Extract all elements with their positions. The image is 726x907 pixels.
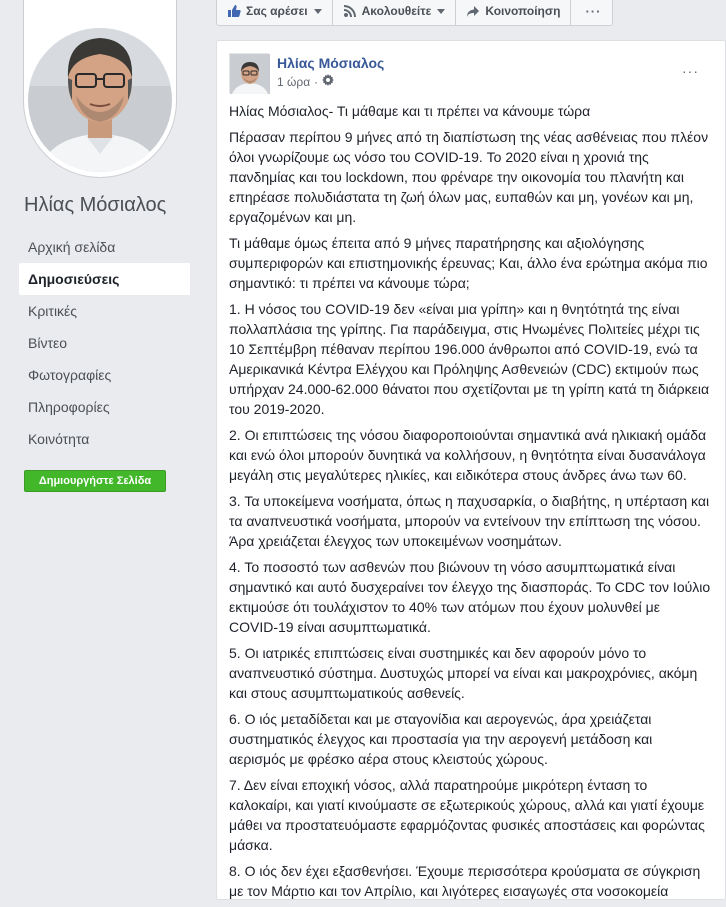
- post-paragraph: 3. Τα υποκείμενα νοσήματα, όπως η παχυσαρκία, ο διαβήτης, η υπέρταση και τα αναπνευστικά νοσήματα, μπορούν να εντείνουν την επίπτωση της νόσου. Άρα χρειάζεται έλεγχος των υποκειμένων νοσημάτων.: [229, 493, 710, 549]
- rss-icon: [343, 4, 357, 18]
- post-meta: [277, 74, 334, 89]
- post-paragraph: 6. Ο ιός μεταδίδεται και με σταγονίδια και αερογενώς, άρα χρειάζεται συστηματικός έλεγχος και προστασία για την αερογενή μετάδοση και αερισμός με φρέσκο αέρα στους κλειστούς χώρους.: [229, 711, 653, 767]
- post-card: [216, 40, 726, 900]
- post-paragraph: 8. Ο ιός δεν έχει εξασθενήσει. Έχουμε περισσότερα κρούσματα σε σύγκριση με τον Μάρτιο και τον Απρίλιο, και λιγότερες εισαγωγές στα νοσοκομεία: [229, 863, 701, 899]
- nav-item-home[interactable]: Αρχική σελίδα: [28, 239, 116, 255]
- share-arrow-icon: [466, 4, 480, 18]
- create-page-button[interactable]: Δημιουργήστε Σελίδα: [24, 470, 166, 492]
- nav-item-about[interactable]: Πληροφορίες: [28, 399, 110, 415]
- nav-item-posts[interactable]: Δημοσιεύσεις: [19, 263, 190, 295]
- post-timestamp[interactable]: 1 ώρα: [277, 74, 311, 89]
- thumbs-up-icon: [227, 4, 241, 18]
- nav-item-photos[interactable]: Φωτογραφίες: [28, 367, 112, 383]
- chevron-down-icon: [437, 9, 445, 14]
- post-paragraph: 1. Η νόσος του COVID-19 δεν «είναι μια γρίπη» και η θνητότητά της είναι πολλαπλάσια της γρίπης. Για παράδειγμα, στις Ηνωμένες Πολιτείες μέχρι τις 10 Σεπτέμβρη πέθαναν περίπου 196.000 άνθρωποι από COVID-19, ενώ τα Αμερικανικά Κέντρα Ελέγχου και Πρόληψης Ασθενειών (CDC) εκτιμούν πως υπήρχαν 24.000-62.000 θάνατοι που σχετίζονται με τη γρίπη κατά τη διάρκεια του 2019-2020.: [229, 301, 710, 417]
- post-paragraph: Πέρασαν περίπου 9 μήνες από τη διαπίστωση της νέας ασθένειας που πλέον όλοι γνωρίζουμε ως νόσο του COVID-19. Το 2020 είναι η χρονιά της πανδημίας και του lockdown, που φρέναρε την οικονομία του πλανήτη και επηρέασε πολυδιάστατα τη ζωή όλων μας, ευπαθών και μη, γονέων και μη, εργαζομένων και μη.: [229, 129, 709, 225]
- share-button[interactable]: [456, 0, 571, 26]
- post-paragraph: 4. Το ποσοστό των ασθενών που βιώνουν τη νόσο ασυμπτωματικά είναι σημαντικό και αυτό δυσχεραίνει τον έλεγχο της διασποράς. Το CDC τον Ιούλιο εκτιμούσε ότι τουλάχιστον το 40% των ατόμων που έχουν μολυνθεί με COVID-19 είναι ασυμπτωματικά.: [229, 559, 711, 635]
- post-paragraph: Τι μάθαμε όμως έπειτα από 9 μήνες παρατήρησης και αξιολόγησης συμπεριφορών και επιστημονικής έρευνας; Και, άλλο ένα ερώτημα ακόμα πιο σημαντικό: τι πρέπει να κάνουμε τώρα;: [229, 235, 708, 291]
- page-action-bar: [216, 0, 613, 26]
- nav-item-videos[interactable]: Βίντεο: [28, 335, 68, 351]
- chevron-down-icon: [314, 9, 322, 14]
- post-author-name[interactable]: Ηλίας Μόσιαλος: [277, 55, 385, 71]
- page-nav: [19, 231, 190, 455]
- post-paragraph: 2. Οι επιπτώσεις της νόσου διαφοροποιούνται σημαντικά ανά ηλικιακή ομάδα και ενώ όλοι μπορούν δυνητικά να κολλήσουν, η θνητότητα είναι δυσανάλογα μεγάλη στις μεγαλύτερες ηλικίες, και ειδικότερα στους άνδρες άνω των 60.: [229, 427, 707, 483]
- post-paragraph: Ηλίας Μόσιαλος- Τι μάθαμε και τι πρέπει να κάνουμε τώρα: [229, 103, 591, 119]
- like-button[interactable]: [217, 0, 333, 26]
- share-label: Κοινοποίηση: [485, 4, 561, 18]
- post-header: [229, 53, 709, 93]
- nav-item-reviews[interactable]: Κριτικές: [28, 303, 78, 319]
- follow-label: Ακολουθείτε: [361, 4, 432, 18]
- avatar-image: [28, 0, 172, 174]
- profile-picture[interactable]: [24, 0, 176, 177]
- like-label: Σας αρέσει: [246, 4, 308, 18]
- gear-icon[interactable]: [322, 74, 334, 89]
- nav-item-community[interactable]: Κοινότητα: [28, 431, 90, 447]
- post-paragraph: 5. Οι ιατρικές επιπτώσεις είναι συστημικές και δεν αφορούν μόνο το αναπνευστικό σύστημα. Δυστυχώς μπορεί να είναι και μακροχρόνιες, ακόμη και στους ασυμπτωματικούς ασθενείς.: [229, 645, 698, 701]
- follow-button[interactable]: [333, 0, 457, 26]
- more-options-button[interactable]: ···: [585, 3, 602, 19]
- post-paragraph: 7. Δεν είναι εποχική νόσος, αλλά παρατηρούμε μικρότερη ένταση το καλοκαίρι, και γιατί κινούμαστε σε εξωτερικούς χώρους, αλλά και γιατί έχουμε μάθει να προστατευόμαστε εφαρμόζοντας φυσικές αποστάσεις και φορώντας μάσκα.: [229, 777, 705, 853]
- page-name[interactable]: Ηλίας Μόσιαλος: [24, 194, 167, 216]
- post-author-avatar[interactable]: [229, 53, 269, 93]
- post-body: [229, 101, 711, 907]
- meta-separator: ·: [314, 74, 319, 89]
- post-options-button[interactable]: ···: [682, 63, 699, 79]
- left-sidebar: [0, 0, 190, 875]
